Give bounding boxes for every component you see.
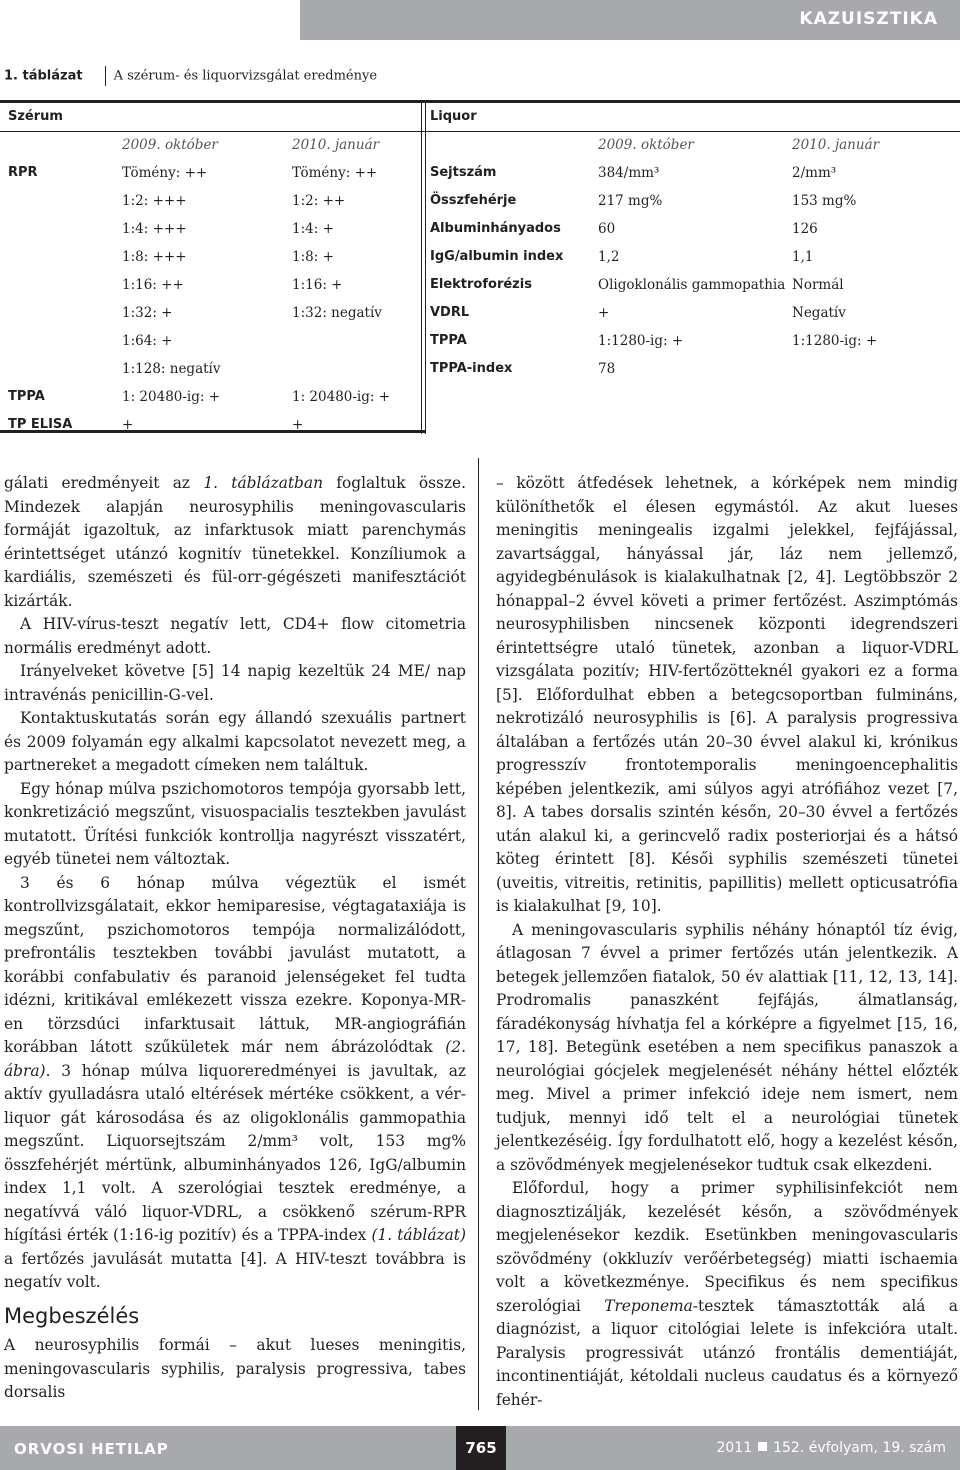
table-caption-text: A szérum- és liquorvizsgálat eredménye bbox=[113, 68, 378, 84]
caption-divider bbox=[105, 66, 106, 86]
liquor-cell: 126 bbox=[792, 221, 818, 237]
text: 3 és 6 hónap múlva végeztük el ismét kontrollvizsgálatait, ekkor hemiparesise, végtagataxiája is megszűnt, pszichomotoros tempója normalizálódott, prefrontális tesztekben további javulást mutatott, a korábbi confabulativ és paranoid jelenségeket fel tudta idézni, kritikával emlékezett vissza ezekre. Koponya-MR-en törzsdúci infarktusait láttuk, MR-angiográfián korábban látott szűkületek már nem ábrázolódtak bbox=[4, 873, 466, 1056]
paragraph bbox=[496, 1177, 958, 1412]
liquor-cell: + bbox=[598, 305, 610, 321]
liquor-cell: 384/mm³ bbox=[598, 165, 660, 181]
table-reference: (1. táblázat) bbox=[371, 1226, 466, 1244]
liquor-date-2: 2010. január bbox=[792, 137, 880, 153]
liquor-cell: Negatív bbox=[792, 305, 846, 321]
section-heading: Megbeszélés bbox=[4, 1303, 140, 1328]
liquor-title: Liquor bbox=[430, 109, 477, 124]
liquor-cell: Normál bbox=[792, 277, 844, 293]
liquor-cell: 1,1 bbox=[792, 249, 814, 265]
liquor-header-rule bbox=[425, 131, 960, 132]
serum-cell: + bbox=[122, 417, 134, 433]
text: a fertőzés javulását mutatta [4]. A HIV-teszt továbbra is negatív volt. bbox=[4, 1249, 466, 1291]
text: foglaltuk össze. Mindezek alapján neurosyphilis meningovascularis formáját igazoltuk, az infarktusok miatt parenchymás érintettséget utánzó kognitív tünetekkel. Konzíliumok a kardiális, szemészeti és fül-orr-gégészeti manifesztációt kizárták. bbox=[4, 474, 466, 610]
serum-date-2: 2010. január bbox=[292, 137, 380, 153]
section-banner bbox=[300, 0, 960, 40]
serum-cell: TPPA bbox=[8, 389, 45, 404]
figure-reference: (2. ábra) bbox=[4, 1038, 466, 1080]
liquor-cell: Sejtszám bbox=[430, 165, 497, 180]
serum-title: Szérum bbox=[8, 109, 63, 124]
serum-cell: 1:2: ++ bbox=[292, 193, 346, 209]
serum-cell: 1:8: + bbox=[292, 249, 334, 265]
table-caption bbox=[4, 66, 377, 88]
liquor-cell: 1:1280-ig: + bbox=[598, 333, 684, 349]
serum-cell: Tömény: ++ bbox=[292, 165, 378, 181]
serum-cell: 1: 20480-ig: + bbox=[122, 389, 221, 405]
serum-cell: RPR bbox=[8, 165, 38, 180]
serum-cell: 1:4: + bbox=[292, 221, 334, 237]
liquor-cell: 217 mg% bbox=[598, 193, 663, 209]
serum-header-rule bbox=[0, 131, 425, 132]
serum-cell: 1:16: + bbox=[292, 277, 343, 293]
liquor-cell: 2/mm³ bbox=[792, 165, 837, 181]
text: . 3 hónap múlva liquoreredményei is javultak, az aktív gyulladásra utaló eltérések mértéke csökkent, a vér-liquor gát károsodása és az oligoklonális gammopathia megszűnt. Liquorsejtszám 2/mm³ volt, 153 mg% összfehérjét mértünk, albuminhányados 126, IgG/albumin index 1,1 volt. A szerológiai tesztek eredménye, a negatívvá váló liquor-VDRL, a csökkenő szérum-RPR hígítási érték (1:16-ig pozitív) és a TPPA-index bbox=[4, 1061, 466, 1244]
liquor-cell: TPPA-index bbox=[430, 361, 513, 376]
serum-cell: 1:4: +++ bbox=[122, 221, 187, 237]
year: 2011 bbox=[716, 1440, 753, 1456]
square-bullet-icon bbox=[758, 1442, 767, 1451]
paragraph: A HIV-vírus-teszt negatív lett, CD4+ flow citometria normális eredményt adott. bbox=[4, 615, 466, 657]
paragraph: Egy hónap múlva pszichomotoros tempója gyorsabb lett, konkretizáció megszűnt, visuospacialis tesztekben javulást mutatott. Ürítési funkciók kontrollja nagyrészt visszatért, egyéb tünetei nem változtak. bbox=[4, 779, 466, 868]
page-footer bbox=[0, 1426, 960, 1470]
liquor-cell: 60 bbox=[598, 221, 616, 237]
column-divider bbox=[478, 458, 479, 1410]
paragraph bbox=[4, 872, 466, 1295]
paragraph: – között átfedések lehetnek, a kórképek nem mindig különíthetők el élesen egymástól. Az akut lueses meningitis meningealis izgalmi jelekkel, fejfájással, zavartsággal, hányással jár, láz nem jellemző, agyidegbénulások is kialakulhatnak [2, 4]. Legtöbbször 2 hónappal–2 évvel követi a primer fertőzést. Aszimptómás neurosyphilisben nincsenek központi idegrendszeri érintettségre utaló tünetek, azonban a liquor-VDRL vizsgálata pozitív; HIV-fertőzötteknél gyakori ez a forma [5]. Előfordulhat ebben a betegcsoportban fulmináns, nekrotizáló neurosyphilis is [6]. A paralysis progressiva általában a fertőzés után 20–30 évvel alakul ki, krónikus progresszív frontotemporalis meningoencephalitis képében jelentkezik, ami súlyos agyi atrófiához vezet [7, 8]. A tabes dorsalis szintén későn, 20–30 évvel a fertőzés után alakul ki, a gerincvelő radix posteriorjai és a hátsó köteg érintett [8]. Késői syphilis szemészeti tünetei (uveitis, vitreitis, retinitis, papillitis) mellett opticusatrófia is kialakulhat [9, 10]. bbox=[496, 474, 958, 915]
liquor-date-1: 2009. október bbox=[598, 137, 694, 153]
left-column bbox=[4, 472, 466, 1405]
liquor-cell: VDRL bbox=[430, 305, 470, 320]
text: gálati eredményeit az bbox=[4, 474, 204, 492]
page-number: 765 bbox=[456, 1426, 506, 1470]
serum-date-1: 2009. október bbox=[122, 137, 218, 153]
serum-cell: Tömény: ++ bbox=[122, 165, 208, 181]
table-column-divider-2 bbox=[425, 103, 426, 434]
journal-name: ORVOSI HETILAP bbox=[14, 1440, 169, 1458]
table-label: 1. táblázat bbox=[4, 68, 83, 84]
serum-cell: TP ELISA bbox=[8, 417, 73, 432]
section-title: KAZUISZTIKA bbox=[799, 9, 938, 29]
liquor-cell: TPPA bbox=[430, 333, 467, 348]
paragraph: Irányelveket követve [5] 14 napig kezeltük 24 ME/ nap intravénás penicillin-G-vel. bbox=[4, 662, 466, 704]
results-table bbox=[0, 100, 960, 434]
serum-cell: + bbox=[292, 417, 304, 433]
paragraph: A neurosyphilis formái – akut lueses meningitis, meningovascularis syphilis, paralysis progressiva, tabes dorsalis bbox=[4, 1336, 466, 1401]
liquor-cell: 78 bbox=[598, 361, 616, 377]
serum-cell: 1:32: negatív bbox=[292, 305, 382, 321]
text: -tesztek támasztották alá a diagnózist, a liquor citológiai lelete is infekcióra utalt. Paralysis progressivát utánzó frontális dementiáját, incontinentiáját, kétoldali nucleus caudatus és a környező fehér- bbox=[496, 1296, 958, 1409]
table-reference: 1. táblázatban bbox=[203, 474, 323, 492]
liquor-cell: Összfehérje bbox=[430, 193, 517, 208]
paragraph bbox=[4, 472, 466, 613]
liquor-cell: 1,2 bbox=[598, 249, 620, 265]
issue-info bbox=[716, 1440, 946, 1456]
liquor-cell: 153 mg% bbox=[792, 193, 857, 209]
serum-cell: 1:2: +++ bbox=[122, 193, 187, 209]
serum-cell: 1:128: negatív bbox=[122, 361, 221, 377]
serum-cell: 1:32: + bbox=[122, 305, 173, 321]
liquor-cell: Oligoklonális gammopathia bbox=[598, 277, 786, 293]
liquor-cell: 1:1280-ig: + bbox=[792, 333, 878, 349]
liquor-cell: IgG/albumin index bbox=[430, 249, 564, 264]
paragraph: Kontaktuskutatás során egy állandó szexuális partnert és 2009 folyamán egy alkalmi kapcsolatot nevezett meg, a partnereket a megadott címeken nem találtuk. bbox=[4, 709, 466, 774]
table-top-rule bbox=[0, 100, 960, 103]
liquor-cell: Albuminhányados bbox=[430, 221, 561, 236]
volume: 152. évfolyam, 19. szám bbox=[773, 1440, 946, 1456]
right-column bbox=[496, 472, 958, 1412]
serum-cell: 1:64: + bbox=[122, 333, 173, 349]
paragraph: A meningovascularis syphilis néhány hónaptól tíz évig, átlagosan 7 évvel a primer fertőzés után jelentkezik. A betegek jellemzően fiatalok, 50 év alattiak [11, 12, 13, 14]. Prodromalis panaszként fejfájás, álmatlanság, fáradékonyság hívhatja fel a kórképre a figyelmet [15, 16, 17, 18]. Betegünk esetében a nem specifikus panaszok a neurológiai gócjelek megjelenését néhány héttel előzték meg. Mivel a primer infekció ideje nem ismert, nem tudjuk, mennyi idő telt el a neurológiai tünetek jelentkezéséig. Így fordulhatott elő, hogy a kezelést későn, a szövődmények megjelenésekor tudtuk csak elkezdeni. bbox=[496, 920, 958, 1174]
italic-term: Treponema bbox=[604, 1296, 693, 1315]
serum-cell: 1: 20480-ig: + bbox=[292, 389, 391, 405]
liquor-cell: Elektroforézis bbox=[430, 277, 532, 292]
table-column-divider bbox=[421, 103, 422, 434]
text: Előfordul, hogy a primer syphilisinfekciót nem diagnosztizálják, kezelését későn, a szövődmények megjelenésekor kezdik. Esetünkben meningovascularis szövődmény (okkluzív verőérbetegség) miatti ischaemia volt a következménye. Specifikus és nem specifikus szerológiai bbox=[496, 1179, 958, 1315]
serum-cell: 1:8: +++ bbox=[122, 249, 187, 265]
serum-cell: 1:16: ++ bbox=[122, 277, 184, 293]
